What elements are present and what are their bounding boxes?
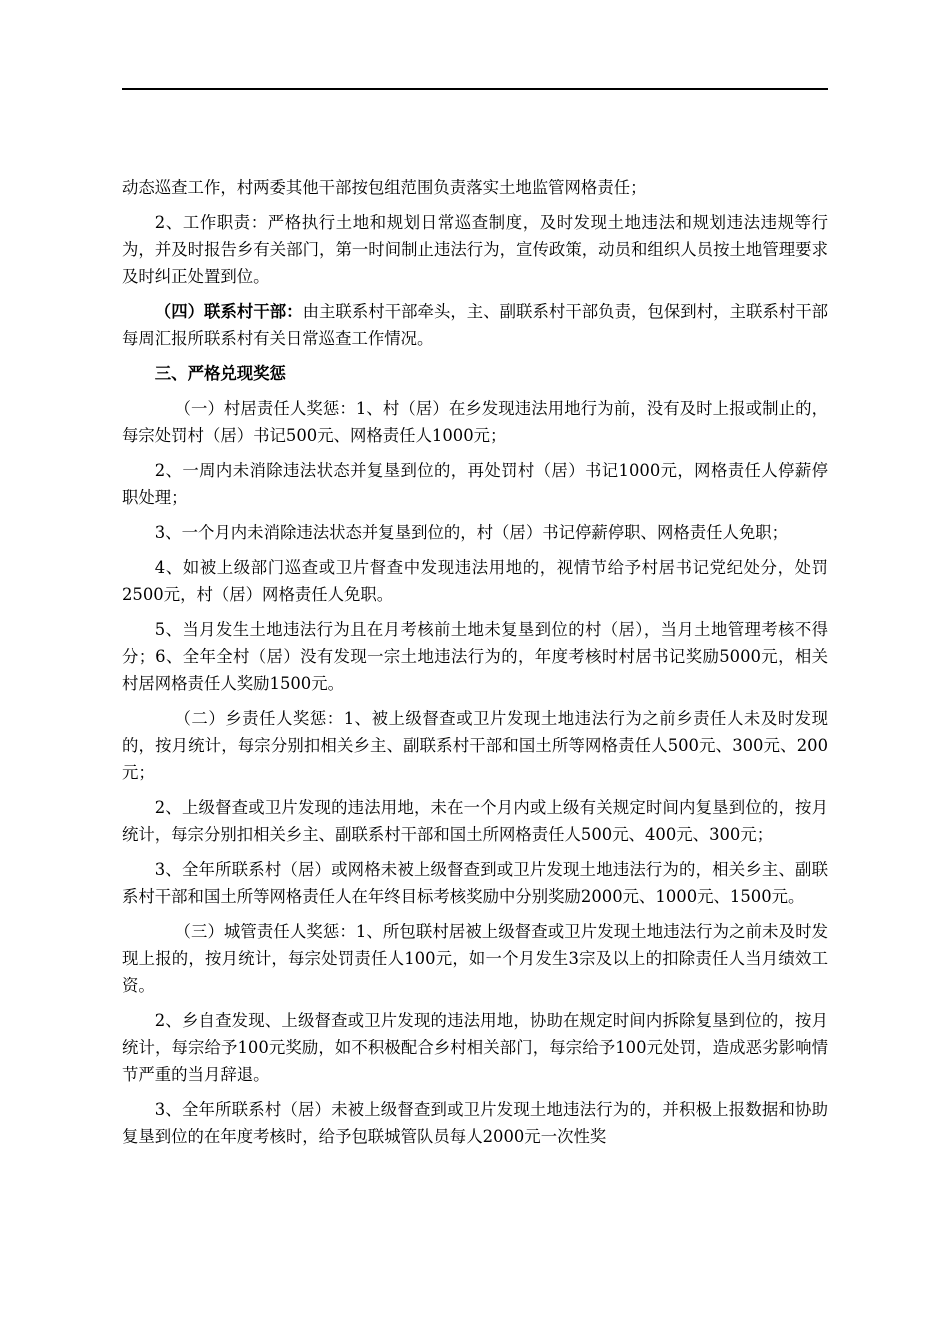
paragraph [122, 298, 828, 352]
paragraph [122, 1007, 828, 1088]
paragraph [122, 457, 828, 511]
header-rule [122, 88, 828, 90]
paragraph [122, 519, 828, 546]
document-body [122, 174, 828, 1158]
paragraph-text: 2、上级督查或卫片发现的违法用地，未在一个月内或上级有关规定时间内复垦到位的，按月统计，每宗分别扣相关乡主、副联系村干部和国土所网格责任人500元、400元、300元； [122, 798, 828, 844]
paragraph-text: 3、一个月内未消除违法状态并复垦到位的，村（居）书记停薪停职、网格责任人免职； [154, 523, 789, 542]
paragraph [122, 554, 828, 608]
paragraph [122, 794, 828, 848]
paragraph [122, 395, 828, 449]
paragraph [122, 918, 828, 999]
paragraph-lead: （四）联系村干部： [154, 302, 303, 321]
paragraph-text: 动态巡查工作，村两委其他干部按包组范围负责落实土地监管网格责任； [122, 178, 647, 197]
paragraph-text: 2、乡自查发现、上级督查或卫片发现的违法用地，协助在规定时间内拆除复垦到位的，按月统计，每宗给予100元奖励，如不积极配合乡村相关部门，每宗给予100元处罚，造成恶劣影响情节严重的当月辞退。 [122, 1011, 828, 1084]
paragraph [122, 174, 828, 201]
paragraph [122, 209, 828, 290]
paragraph [122, 705, 828, 786]
section-heading [122, 360, 828, 387]
paragraph [122, 856, 828, 910]
paragraph [122, 1096, 828, 1150]
paragraph [122, 616, 828, 697]
paragraph-text: 2、一周内未消除违法状态并复垦到位的，再处罚村（居）书记1000元，网格责任人停薪停职处理； [122, 461, 828, 507]
paragraph-text: 由主联系村干部牵头，主、副联系村干部负责，包保到村，主联系村干部每周汇报所联系村有关日常巡查工作情况。 [122, 302, 829, 348]
paragraph-text: 4、如被上级部门巡查或卫片督查中发现违法用地的，视情节给予村居书记党纪处分，处罚2500元，村（居）网格责任人免职。 [122, 558, 828, 604]
paragraph-text: （二）乡责任人奖惩：1、被上级督查或卫片发现土地违法行为之前乡责任人未及时发现的，按月统计，每宗分别扣相关乡主、副联系村干部和国土所等网格责任人500元、300元、200元； [122, 709, 828, 782]
paragraph-text: （三）城管责任人奖惩：1、所包联村居被上级督查或卫片发现土地违法行为之前未及时发现上报的，按月统计，每宗处罚责任人100元，如一个月发生3宗及以上的扣除责任人当月绩效工资。 [122, 922, 828, 995]
paragraph-text: 3、全年所联系村（居）或网格未被上级督查到或卫片发现土地违法行为的，相关乡主、副联系村干部和国土所等网格责任人在年终目标考核奖励中分别奖励2000元、1000元、1500元。 [122, 860, 828, 906]
paragraph-text: 2、工作职责：严格执行土地和规划日常巡查制度，及时发现土地违法和规划违法违规等行为，并及时报告乡有关部门，第一时间制止违法行为，宣传政策，动员和组织人员按土地管理要求及时纠正处置到位。 [122, 213, 828, 286]
paragraph-text: （一）村居责任人奖惩：1、村（居）在乡发现违法用地行为前，没有及时上报或制止的，每宗处罚村（居）书记500元、网格责任人1000元； [122, 399, 828, 445]
paragraph-text: 5、当月发生土地违法行为且在月考核前土地未复垦到位的村（居），当月土地管理考核不得分；6、全年全村（居）没有发现一宗土地违法行为的，年度考核时村居书记奖励5000元，相关村居网格责任人奖励1500元。 [122, 620, 828, 693]
section-heading-text: 三、严格兑现奖惩 [154, 364, 286, 383]
paragraph-text: 3、全年所联系村（居）未被上级督查到或卫片发现土地违法行为的，并积极上报数据和协助复垦到位的在年度考核时，给予包联城管队员每人2000元一次性奖 [122, 1100, 828, 1146]
